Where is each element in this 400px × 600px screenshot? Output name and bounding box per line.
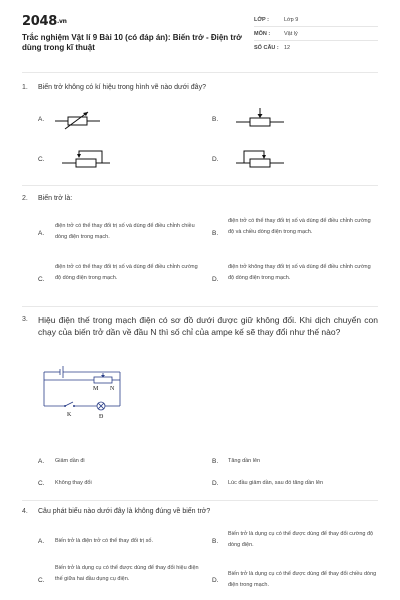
q3-option-b-text[interactable]: Tăng dần lên (228, 458, 261, 464)
question-3-number: 3. (22, 316, 28, 323)
q3-option-c-text[interactable]: Không thay đổi (55, 480, 92, 486)
question-3-text: Hiệu điện thế trong mạch điện có sơ đồ dưới được giữ không đổi. Khi dịch chuyển con chạy của biến trở dần về đầu N thì số chỉ của ampe kế sẽ thay đổi như thế nào? (38, 315, 378, 337)
variable-resistor-symbol-c (62, 146, 110, 170)
label-n: N (110, 386, 115, 392)
meta-count-value: 12 (284, 45, 291, 51)
label-k: K (67, 412, 72, 418)
q4-option-c-label[interactable]: C. (38, 577, 45, 584)
variable-resistor-symbol-a (55, 108, 100, 132)
q4-option-c-text[interactable]: Biến trở là dụng cụ có thể được dùng để thay đổi hiệu điện thế giữa hai đầu dụng cụ điện. (55, 565, 199, 582)
q3-option-a-label[interactable]: A. (38, 458, 45, 465)
divider (22, 185, 378, 186)
q4-option-b-text[interactable]: Biến trở là dụng cụ có thể được dùng để thay đổi cường độ dòng điện. (228, 531, 374, 548)
q2-option-a-label[interactable]: A. (38, 230, 45, 237)
question-4-number: 4. (22, 508, 28, 515)
site-logo[interactable] (22, 14, 67, 29)
meta-subject-value: Vật lý (284, 31, 298, 37)
meta-class-label: LỚP : (254, 17, 269, 23)
q4-option-d-label[interactable]: D. (212, 577, 219, 584)
q4-option-a-label[interactable]: A. (38, 538, 45, 545)
q1-option-d-label[interactable]: D. (212, 156, 219, 163)
circuit-diagram (38, 360, 138, 420)
divider (22, 500, 378, 501)
q1-option-b-label[interactable]: B. (212, 116, 219, 123)
q4-option-a-text[interactable]: Biến trở là điện trở có thể thay đổi trị số. (55, 538, 154, 544)
q2-option-c-label[interactable]: C. (38, 276, 45, 283)
page-header (0, 0, 400, 72)
q2-option-d-text[interactable]: điện trở không thay đổi trị số và dùng để điều chỉnh cường độ dòng điện trong mạch. (228, 264, 371, 281)
q2-option-c-text[interactable]: điện trở có thể thay đổi trị số và dùng để điều chỉnh cường độ dòng điện trong mạch. (55, 264, 198, 281)
q1-option-a-label[interactable]: A. (38, 116, 45, 123)
q2-option-a-text[interactable]: điện trở có thể thay đổi trị số và dùng để điều chỉnh chiều dòng điện trong mạch. (55, 223, 195, 240)
variable-resistor-symbol-d (236, 146, 284, 170)
q3-option-a-text[interactable]: Giảm dần đi (55, 458, 85, 464)
question-4-text: Câu phát biểu nào dưới đây là không đúng về biến trở? (38, 508, 211, 515)
q3-option-d-label[interactable]: D. (212, 480, 219, 487)
question-1-text: Biến trở không có kí hiệu trong hình vẽ nào dưới đây? (38, 84, 206, 91)
meta-class-value: Lớp 9 (284, 17, 299, 23)
document-title: Trắc nghiệm Vật lí 9 Bài 10 (có đáp án): Biến trở - Điện trở dùng trong kĩ thuật (22, 33, 242, 52)
question-2-text: Biến trở là: (38, 195, 73, 202)
meta-count-label: SỐ CÂU : (254, 45, 279, 51)
label-d: Đ (99, 414, 104, 420)
divider (22, 306, 378, 307)
q4-option-d-text[interactable]: Biến trở là dụng cụ có thể được dùng để thay đổi chiều dòng điện trong mạch. (228, 571, 377, 588)
meta-subject-label: MÔN : (254, 31, 271, 37)
logo-text: 2048 (22, 14, 57, 29)
q3-option-b-label[interactable]: B. (212, 458, 219, 465)
label-m: M (93, 386, 99, 392)
question-1-number: 1. (22, 84, 28, 91)
question-2-number: 2. (22, 195, 28, 202)
divider (22, 72, 378, 73)
q3-option-d-text[interactable]: Lúc đầu giảm dần, sau đó tăng dần lên (228, 480, 324, 486)
q1-option-c-label[interactable]: C. (38, 156, 45, 163)
q2-option-b-text[interactable]: điện trở có thể thay đổi trị số và dùng để điều chỉnh cường độ và chiều dòng điện trong mạch. (228, 218, 371, 235)
q3-option-c-label[interactable]: C. (38, 480, 45, 487)
variable-resistor-symbol-b (236, 106, 284, 130)
q2-option-b-label[interactable]: B. (212, 230, 219, 237)
logo-suffix: .vn (56, 18, 67, 25)
q4-option-b-label[interactable]: B. (212, 538, 219, 545)
q2-option-d-label[interactable]: D. (212, 276, 219, 283)
